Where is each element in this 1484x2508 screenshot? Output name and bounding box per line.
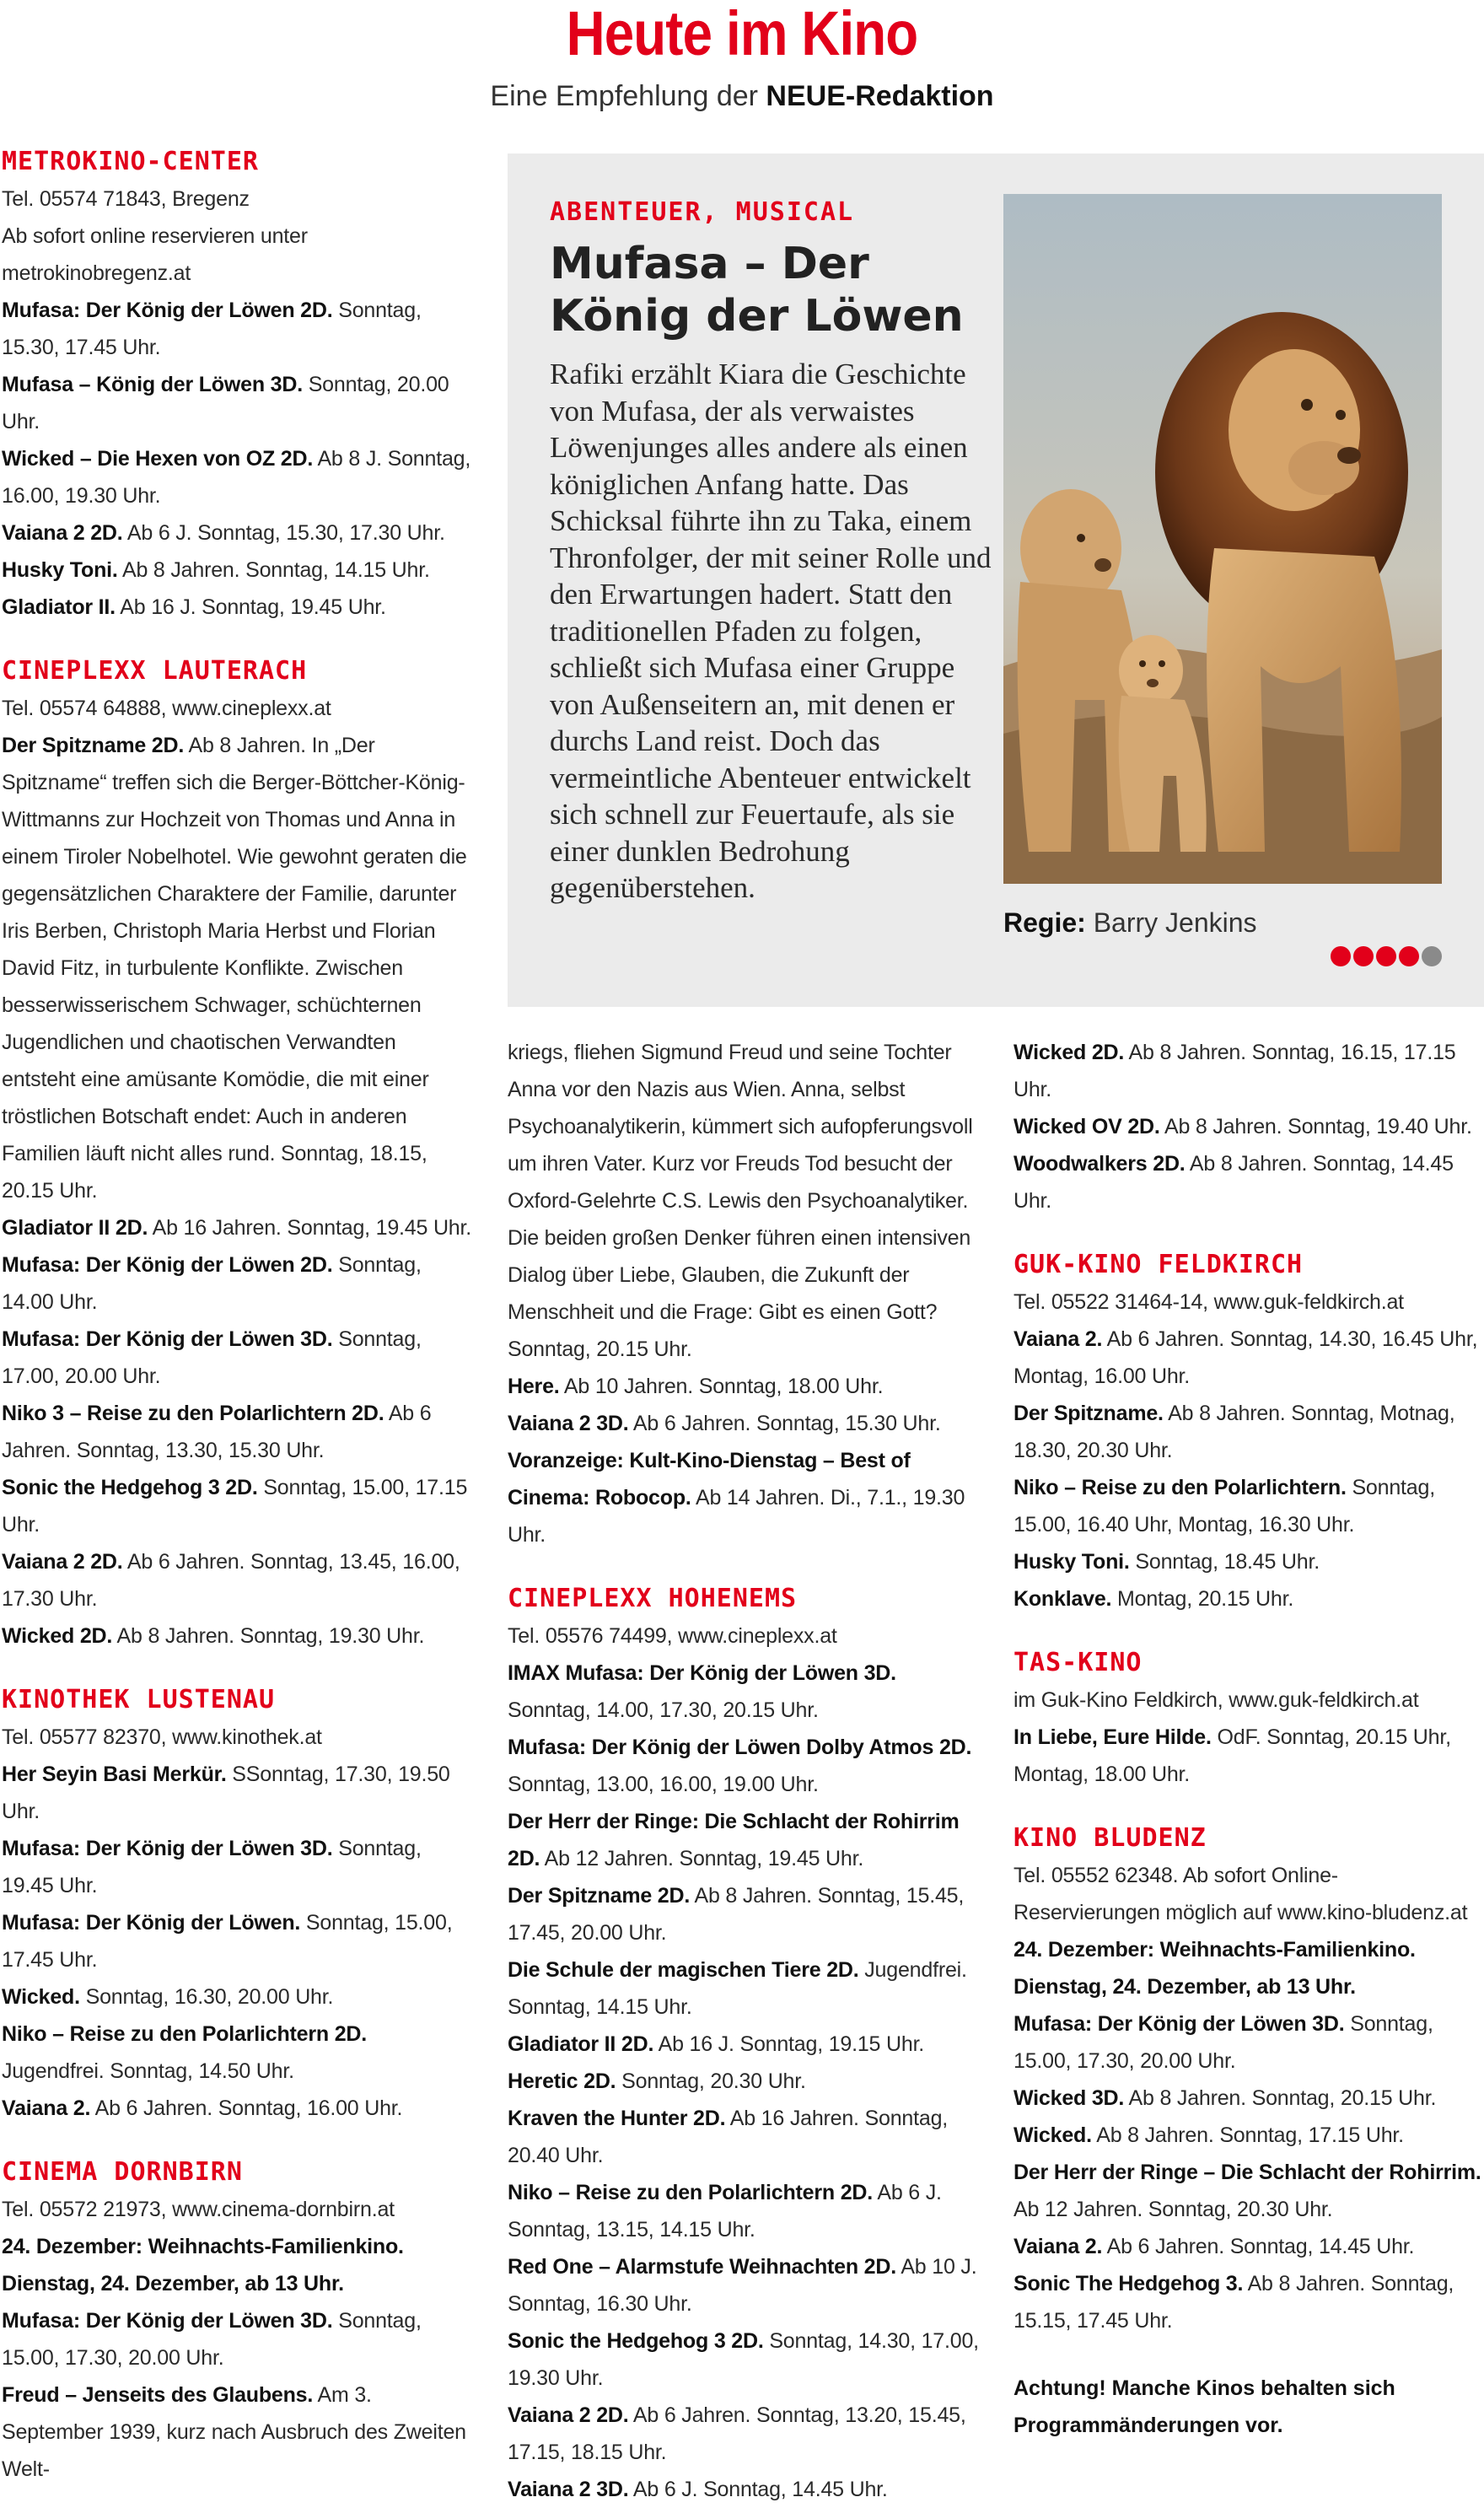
movie-entry	[2, 1904, 474, 1978]
movie-title: Mufasa: Der König der Löwen 3D.	[2, 1837, 333, 1860]
movie-title: Mufasa: Der König der Löwen 3D.	[1014, 2012, 1345, 2036]
movie-details: SSonntag, 17.30, 19.50 Uhr.	[2, 1763, 450, 1823]
movie-entry	[508, 2063, 980, 2100]
rating-dot-empty	[1422, 946, 1442, 966]
movie-title: Husky Toni.	[2, 558, 118, 582]
movie-title: Mufasa: Der König der Löwen Dolby Atmos 2D.	[508, 1736, 972, 1759]
movie-title: Die Schule der magischen Tiere 2D.	[508, 1958, 859, 1982]
movie-title: Sonic the Hedgehog 3 2D.	[2, 1476, 258, 1499]
movie-title: In Liebe, Eure Hilde.	[1014, 1725, 1212, 1749]
movie-entry	[2, 1543, 474, 1617]
feature-genre: ABENTEUER, MUSICAL	[550, 197, 855, 227]
movie-entry	[1014, 1719, 1482, 1793]
movie-title: 24. Dezember: Weihnachts-Familienkino. Dienstag, 24. Dezember, ab 13 Uhr.	[1014, 1938, 1416, 1999]
movie-details: Ab 10 Jahren. Sonntag, 18.00 Uhr.	[559, 1375, 884, 1398]
movie-title: Here.	[508, 1375, 560, 1398]
movie-title: Der Herr der Ringe – Die Schlacht der Rohirrim.	[1014, 2161, 1481, 2184]
lion-photo	[1003, 194, 1442, 884]
movie-entry	[508, 2322, 980, 2397]
cinema-info: Ab sofort online reservieren unter	[2, 224, 308, 248]
movie-details: Montag, 20.15 Uhr.	[1111, 1587, 1294, 1611]
feature-title: Mufasa – Der König der Löwen	[550, 239, 964, 342]
movie-title: Vaiana 2 2D.	[2, 521, 123, 545]
movie-details: Ab 12 Jahren. Sonntag, 19.45 Uhr.	[540, 1847, 864, 1870]
movie-entry	[508, 2397, 980, 2471]
movie-details: Sonntag, 15.00, 17.30, 20.00 Uhr.	[1014, 2012, 1433, 2073]
cinema-info: Tel. 05574 71843, Bregenz	[2, 187, 250, 211]
movie-title: Mufasa: Der König der Löwen 2D.	[2, 1253, 333, 1277]
movie-entry	[2, 2302, 474, 2376]
movie-details: Ab 6 J. Sonntag, 15.30, 17.30 Uhr.	[122, 521, 445, 545]
movie-entry	[1014, 2265, 1482, 2339]
movie-title: Wicked 2D.	[2, 1624, 113, 1648]
movie-details: Sonntag, 17.00, 20.00 Uhr.	[2, 1327, 422, 1388]
movie-title: Vaiana 2.	[2, 2096, 91, 2120]
movie-entry	[508, 1729, 980, 1803]
movie-details: Am 3. September 1939, kurz nach Ausbruch des Zweiten Welt-	[2, 2383, 466, 2481]
cinema-heading: KINOTHEK LUSTENAU	[2, 1685, 276, 1714]
movie-details: Ab 6 Jahren. Sonntag, 13.45, 16.00, 17.30 Uhr.	[2, 1550, 460, 1611]
movie-title: Der Spitzname 2D.	[2, 734, 185, 757]
movie-details: Ab 16 Jahren. Sonntag, 20.40 Uhr.	[508, 2107, 949, 2167]
movie-details: Ab 8 Jahren. Sonntag, Motnag, 18.30, 20.30 Uhr.	[1014, 1402, 1455, 1462]
movie-title: Konklave.	[1014, 1587, 1112, 1611]
movie-title: Wicked 3D.	[1014, 2086, 1125, 2110]
cinema-info: kriegs, fliehen Sigmund Freud und seine Tochter Anna vor den Nazis aus Wien. Anna, selbst Psychoanalytikerin, kümmert sich aufopferungsvoll um ihren Vater. Kurz vor Freuds Tod besucht der Oxford-Gelehrte C.S. Lewis den Psychoanalytiker. Die beiden großen Denker führen einen intensiven Dialog über Liebe, Glauben, die Zukunft der Menschheit und die Frage: Gibt es einen Gott? Sonntag, 20.15 Uhr.	[508, 1041, 973, 1361]
rating-dot-filled	[1353, 946, 1374, 966]
movie-entry	[1014, 1543, 1482, 1580]
movie-entry	[508, 1405, 980, 1442]
movie-details: Ab 16 J. Sonntag, 19.15 Uhr.	[653, 2032, 925, 2056]
movie-title: Mufasa – König der Löwen 3D.	[2, 373, 303, 396]
movie-details: Sonntag, 16.30, 20.00 Uhr.	[79, 1985, 334, 2009]
movie-details: Ab 8 Jahren. Sonntag, 15.45, 17.45, 20.00 Uhr.	[508, 1884, 965, 1945]
movie-entry	[1014, 1931, 1482, 2005]
movie-title: Wicked.	[1014, 2123, 1092, 2147]
cinema-heading: KINO BLUDENZ	[1014, 1823, 1207, 1853]
rating-dot-filled	[1376, 946, 1396, 966]
movie-title: Vaiana 2 2D.	[2, 1550, 123, 1574]
movie-details: Sonntag, 15.30, 17.45 Uhr.	[2, 299, 422, 359]
rating-dot-filled	[1331, 946, 1351, 966]
director-name: Barry Jenkins	[1093, 907, 1257, 938]
movie-entry	[508, 2174, 980, 2248]
movie-title: Der Herr der Ringe: Die Schlacht der Rohirrim 2D.	[508, 1810, 960, 1870]
director-credit	[1003, 906, 1257, 939]
movie-entry	[1014, 1034, 1482, 1108]
movie-details: Sonntag, 20.00 Uhr.	[2, 373, 449, 433]
movie-entry	[2, 1209, 474, 1246]
movie-details: Ab 8 Jahren. Sonntag, 20.15 Uhr.	[1124, 2086, 1437, 2110]
movie-entry	[508, 1877, 980, 1951]
movie-entry	[2, 292, 474, 366]
cinema-info: Tel. 05572 21973, www.cinema-dornbirn.at	[2, 2198, 395, 2221]
movie-details: Ab 6 Jahren. Sonntag, 16.00 Uhr.	[90, 2096, 403, 2120]
movie-title: Vaiana 2 3D.	[508, 1412, 629, 1435]
movie-title: Vaiana 2 3D.	[508, 2478, 629, 2501]
movie-title: Kraven the Hunter 2D.	[508, 2107, 726, 2130]
rating-dot-filled	[1399, 946, 1419, 966]
movie-details: OdF. Sonntag, 20.15 Uhr, Montag, 18.00 Uhr.	[1014, 1725, 1451, 1786]
movie-entry	[2, 2090, 474, 2127]
movie-entry	[2, 1617, 474, 1655]
movie-title: Red One – Alarmstufe Weihnachten 2D.	[508, 2255, 896, 2279]
cinema-info: Tel. 05552 62348. Ab sofort Online-Reservierungen möglich auf www.kino-bludenz.at	[1014, 1864, 1468, 1924]
movie-details: Ab 8 Jahren. Sonntag, 17.15 Uhr.	[1091, 2123, 1404, 2147]
movie-details: Sonntag, 19.45 Uhr.	[2, 1837, 422, 1897]
movie-details: Ab 6 J. Sonntag, 13.15, 14.15 Uhr.	[508, 2181, 942, 2242]
movie-entry	[1014, 1580, 1482, 1617]
cinema-heading: CINEMA DORNBIRN	[2, 2157, 243, 2187]
movie-title: Mufasa: Der König der Löwen 2D.	[2, 299, 333, 322]
movie-title: Husky Toni.	[1014, 1550, 1130, 1574]
movie-entry	[1014, 2154, 1482, 2228]
movie-title: Freud – Jenseits des Glaubens.	[2, 2383, 314, 2407]
movie-details: Ab 8 Jahren. Sonntag, 14.15 Uhr.	[117, 558, 430, 582]
movie-title: Niko – Reise zu den Polarlichtern 2D.	[508, 2181, 874, 2204]
movie-entry	[508, 2248, 980, 2322]
movie-title: Mufasa: Der König der Löwen 3D.	[2, 2309, 333, 2333]
movie-details: Sonntag, 14.00, 17.30, 20.15 Uhr.	[508, 1698, 819, 1722]
movie-details: Ab 8 Jahren. Sonntag, 15.15, 17.45 Uhr.	[1014, 2272, 1454, 2333]
movie-details: Sonntag, 20.30 Uhr.	[616, 2069, 806, 2093]
movie-entry	[1014, 1395, 1482, 1469]
movie-title: Mufasa: Der König der Löwen 3D.	[2, 1327, 333, 1351]
movie-entry	[2, 1756, 474, 1830]
subtitle-brand: NEUE-Redaktion	[766, 80, 994, 112]
movie-title: Niko 3 – Reise zu den Polarlichtern 2D.	[2, 1402, 384, 1425]
movie-details: Ab 16 J. Sonntag, 19.45 Uhr.	[115, 595, 386, 619]
movie-title: Her Seyin Basi Merkür.	[2, 1763, 227, 1786]
movie-entry	[2, 552, 474, 589]
movie-entry	[1014, 2117, 1482, 2154]
listing-column-3	[1014, 1034, 1482, 2444]
movie-title: Der Spitzname 2D.	[508, 1884, 691, 1908]
movie-details: Ab 6 Jahren. Sonntag, 14.30, 16.45 Uhr, Montag, 16.00 Uhr.	[1014, 1327, 1478, 1388]
listing-column-2	[508, 1034, 980, 2508]
movie-entry	[1014, 2228, 1482, 2265]
program-note: Achtung! Manche Kinos behalten sich Programmänderungen vor.	[1014, 2376, 1395, 2437]
movie-entry	[2, 1395, 474, 1469]
movie-entry	[2, 589, 474, 626]
movie-title: Gladiator II 2D.	[2, 1216, 148, 1240]
movie-title: Heretic 2D.	[508, 2069, 616, 2093]
movie-title: Wicked – Die Hexen von OZ 2D.	[2, 447, 314, 471]
movie-entry	[2, 1830, 474, 1904]
movie-details: Ab 14 Jahren. Di., 7.1., 19.30 Uhr.	[508, 1486, 965, 1547]
movie-title: Sonic The Hedgehog 3.	[1014, 2272, 1244, 2295]
movie-entry	[1014, 2005, 1482, 2080]
movie-entry	[508, 1368, 980, 1405]
feature-text: Rafiki erzählt Kiara die Geschichte von Mufasa, der als verwaistes Löwenjunges alles andere als einen königlichen Anfang hatte. Das Schicksal führte ihn zu Taka, einem Thronfolger, der mit seiner Rolle und den Erwartungen hadert. Statt den traditionellen Pfaden zu folgen, schließt sich Mufasa einer Gruppe von Außenseitern an, mit denen er durchs Land reist. Doch das vermeintliche Abenteuer entwickelt sich schnell zur Feuertaufe, als sie einer dunklen Bedrohung gegenüberstehen.	[550, 358, 992, 904]
movie-entry	[2, 1246, 474, 1321]
movie-details: Sonntag, 18.45 Uhr.	[1129, 1550, 1320, 1574]
cinema-heading: METROKINO-CENTER	[2, 147, 259, 176]
cinema-info: im Guk-Kino Feldkirch, www.guk-feldkirch.at	[1014, 1688, 1419, 1712]
movie-entry	[1014, 2080, 1482, 2117]
movie-entry	[1014, 1108, 1482, 1145]
cinema-heading: TAS-KINO	[1014, 1648, 1143, 1677]
cinema-info: Tel. 05576 74499, www.cineplexx.at	[508, 1624, 837, 1648]
cinema-info: Tel. 05577 82370, www.kinothek.at	[2, 1725, 322, 1749]
movie-title: Vaiana 2.	[1014, 2235, 1103, 2258]
movie-details: Ab 8 Jahren. In „Der Spitzname“ treffen sich die Berger-Böttcher-König-Wittmanns zur Hochzeit von Thomas und Anna in einem Tiroler Nobelhotel. Wie gewohnt geraten die gegensätzlichen Charaktere der Familie, darunter Iris Berben, Christoph Maria Herbst und Florian David Fitz, in turbulente Konflikte. Zwischen besserwisserischem Schwager, schüchternen Jugendlichen und chaotischen Verwandten entsteht eine amüsante Komödie, die mit einer tröstlichen Botschaft endet: Auch in anderen Familien läuft nicht alles rund. Sonntag, 18.15, 20.15 Uhr.	[2, 734, 467, 1203]
movie-title: Vaiana 2.	[1014, 1327, 1103, 1351]
movie-details: Sonntag, 15.00, 16.40 Uhr, Montag, 16.30 Uhr.	[1014, 1476, 1435, 1537]
movie-details: Jugendfrei. Sonntag, 14.15 Uhr.	[508, 1958, 967, 2019]
movie-entry	[2, 1321, 474, 1395]
listing-column-1	[2, 143, 474, 2488]
movie-details: Ab 6 Jahren. Sonntag, 13.30, 15.30 Uhr.	[2, 1402, 432, 1462]
movie-title: 24. Dezember: Weihnachts-Familienkino. Dienstag, 24. Dezember, ab 13 Uhr.	[2, 2235, 404, 2295]
movie-details: Ab 8 J. Sonntag, 16.00, 19.30 Uhr.	[2, 447, 471, 508]
movie-entry	[508, 1803, 980, 1877]
movie-details: Ab 6 Jahren. Sonntag, 14.45 Uhr.	[1102, 2235, 1415, 2258]
cinema-info: Tel. 05574 64888, www.cineplexx.at	[2, 697, 331, 720]
movie-details: Ab 6 J. Sonntag, 14.45 Uhr.	[628, 2478, 888, 2501]
movie-entry	[1014, 1145, 1482, 1219]
movie-entry	[2, 1978, 474, 2016]
movie-details: Ab 6 Jahren. Sonntag, 15.30 Uhr.	[628, 1412, 941, 1435]
movie-entry	[1014, 1321, 1482, 1395]
director-label: Regie:	[1003, 907, 1086, 938]
movie-details: Ab 10 J. Sonntag, 16.30 Uhr.	[508, 2255, 977, 2316]
movie-title: Sonic the Hedgehog 3 2D.	[508, 2329, 764, 2353]
movie-title: Gladiator II 2D.	[508, 2032, 654, 2056]
movie-title: Niko – Reise zu den Polarlichtern 2D.	[2, 2022, 368, 2046]
movie-details: Sonntag, 14.30, 17.00, 19.30 Uhr.	[508, 2329, 979, 2390]
movie-entry	[2, 440, 474, 514]
movie-details: Sonntag, 13.00, 16.00, 19.00 Uhr.	[508, 1773, 819, 1796]
movie-entry	[508, 1655, 980, 1729]
movie-details: Ab 8 Jahren. Sonntag, 14.45 Uhr.	[1014, 1152, 1454, 1213]
movie-title: IMAX Mufasa: Der König der Löwen 3D.	[508, 1661, 896, 1685]
movie-entry	[508, 2471, 980, 2508]
feature-box	[508, 153, 1484, 1007]
movie-entry	[2, 2376, 474, 2488]
movie-details: Ab 8 Jahren. Sonntag, 16.15, 17.15 Uhr.	[1014, 1041, 1456, 1101]
movie-entry	[2, 1469, 474, 1543]
movie-entry	[2, 2228, 474, 2302]
movie-title: Der Spitzname.	[1014, 1402, 1164, 1425]
movie-title: Wicked 2D.	[1014, 1041, 1125, 1064]
movie-entry	[2, 366, 474, 440]
movie-title: Wicked.	[2, 1985, 80, 2009]
page-title: Heute im Kino	[566, 0, 918, 68]
movie-entry	[508, 1951, 980, 2026]
movie-details: Ab 16 Jahren. Sonntag, 19.45 Uhr.	[148, 1216, 471, 1240]
movie-title: Vaiana 2 2D.	[508, 2403, 629, 2427]
cinema-heading: CINEPLEXX LAUTERACH	[2, 656, 308, 686]
movie-details: Ab 12 Jahren. Sonntag, 20.30 Uhr.	[1014, 2198, 1333, 2221]
movie-entry	[508, 1442, 980, 1553]
movie-title: Woodwalkers 2D.	[1014, 1152, 1186, 1176]
movie-details: Sonntag, 15.00, 17.15 Uhr.	[2, 1476, 468, 1537]
movie-title: Gladiator II.	[2, 595, 116, 619]
cinema-heading: CINEPLEXX HOHENEMS	[508, 1584, 798, 1613]
movie-title: Wicked OV 2D.	[1014, 1115, 1160, 1138]
movie-entry	[508, 2100, 980, 2174]
movie-details: Ab 6 Jahren. Sonntag, 13.20, 15.45, 17.15, 18.15 Uhr.	[508, 2403, 966, 2464]
movie-title: Mufasa: Der König der Löwen.	[2, 1911, 301, 1935]
cinema-info: metrokinobregenz.at	[2, 261, 191, 285]
cinema-heading: GUK-KINO FELDKIRCH	[1014, 1250, 1304, 1279]
movie-details: Sonntag, 15.00, 17.45 Uhr.	[2, 1911, 453, 1972]
page-subtitle	[0, 79, 1484, 113]
rating-dots	[1331, 946, 1442, 966]
movie-title: Voranzeige: Kult-Kino-Dienstag – Best of Cinema: Robocop.	[508, 1449, 911, 1510]
movie-details: Jugendfrei. Sonntag, 14.50 Uhr.	[2, 2059, 294, 2083]
cinema-info: Tel. 05522 31464-14, www.guk-feldkirch.at	[1014, 1290, 1404, 1314]
movie-details: Ab 8 Jahren. Sonntag, 19.40 Uhr.	[1159, 1115, 1472, 1138]
movie-details: Sonntag, 14.00 Uhr.	[2, 1253, 422, 1314]
movie-details: Ab 8 Jahren. Sonntag, 19.30 Uhr.	[112, 1624, 425, 1648]
movie-details: Sonntag, 15.00, 17.30, 20.00 Uhr.	[2, 2309, 422, 2370]
movie-entry	[2, 727, 474, 1209]
movie-title: Niko – Reise zu den Polarlichtern.	[1014, 1476, 1347, 1499]
movie-entry	[2, 514, 474, 552]
movie-entry	[2, 2016, 474, 2090]
subtitle-prefix: Eine Empfehlung der	[490, 80, 758, 112]
movie-entry	[1014, 1469, 1482, 1543]
movie-entry	[508, 2026, 980, 2063]
